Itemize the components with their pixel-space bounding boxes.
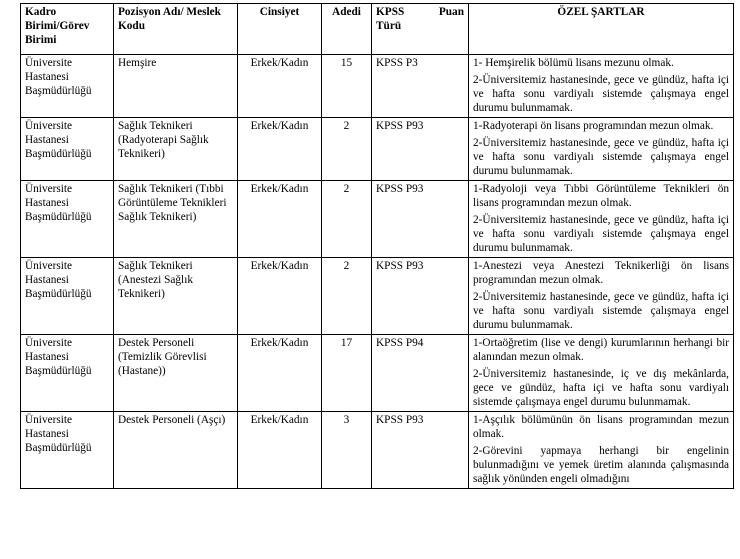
cell-pozisyon: Sağlık Teknikeri (Anestezi Sağlık Teknikeri) [114, 258, 238, 335]
cell-cinsiyet: Erkek/Kadın [238, 181, 322, 258]
cell-pozisyon: Destek Personeli (Temizlik Görevlisi (Hastane)) [114, 335, 238, 412]
cell-pozisyon: Sağlık Teknikeri (Tıbbi Görüntüleme Teknikleri Sağlık Teknikeri) [114, 181, 238, 258]
cell-ozel-sartlar [469, 412, 734, 489]
table-row [21, 258, 734, 335]
header-pozisyon: Pozisyon Adı/ Meslek Kodu [114, 4, 238, 55]
cell-kpss: KPSS P93 [372, 181, 469, 258]
cell-cinsiyet: Erkek/Kadın [238, 412, 322, 489]
sart-item: 1-Anestezi veya Anestezi Teknikerliği ön lisans programından mezun olmak. [473, 260, 729, 286]
table-header-row [21, 4, 734, 55]
table-row [21, 118, 734, 181]
cell-adedi: 17 [322, 335, 372, 412]
cell-cinsiyet: Erkek/Kadın [238, 118, 322, 181]
sart-item: 2-Üniversitemiz hastanesinde, iç ve dış mekânlarda, gece ve gündüz, hafta içi ve hafta sonu vardiyalı sistemde çalışmaya engel durumu bulunmamak. [473, 368, 729, 408]
header-adedi: Adedi [322, 4, 372, 55]
cell-ozel-sartlar [469, 55, 734, 118]
cell-kadro: Üniversite Hastanesi Başmüdürlüğü [21, 335, 114, 412]
cell-cinsiyet: Erkek/Kadın [238, 55, 322, 118]
sart-item: 2-Üniversitemiz hastanesinde, gece ve gündüz, hafta içi ve hafta sonu vardiyalı sistemde çalışmaya engel durumu bulunmamak. [473, 214, 729, 254]
table-row [21, 412, 734, 489]
sart-item: 2-Üniversitemiz hastanesinde, gece ve gündüz, hafta içi ve hafta sonu vardiyalı sistemde çalışmaya engel durumu bulunmamak. [473, 74, 729, 114]
sart-item: 1-Ortaöğretim (lise ve dengi) kurumlarının herhangi bir alanından mezun olmak. [473, 337, 729, 363]
cell-ozel-sartlar [469, 335, 734, 412]
sart-item: 1- Hemşirelik bölümü lisans mezunu olmak. [473, 57, 674, 69]
sart-item: 2-Görevini yapmaya herhangi bir engelinin bulunmadığını ve yemek üretim alanında çalışmasında sağlık yönünden engeli olmadığını [473, 445, 729, 485]
cell-ozel-sartlar [469, 258, 734, 335]
cell-pozisyon: Sağlık Teknikeri (Radyoterapi Sağlık Teknikeri) [114, 118, 238, 181]
table-row [21, 181, 734, 258]
cell-kpss: KPSS P93 [372, 118, 469, 181]
header-ozel-sartlar: ÖZEL ŞARTLAR [469, 4, 734, 55]
cell-kpss: KPSS P93 [372, 412, 469, 489]
cell-kadro: Üniversite Hastanesi Başmüdürlüğü [21, 118, 114, 181]
cell-cinsiyet: Erkek/Kadın [238, 258, 322, 335]
cell-adedi: 2 [322, 118, 372, 181]
cell-pozisyon: Hemşire [114, 55, 238, 118]
cell-adedi: 2 [322, 181, 372, 258]
table-row [21, 335, 734, 412]
cell-adedi: 15 [322, 55, 372, 118]
header-cinsiyet: Cinsiyet [238, 4, 322, 55]
cell-adedi: 2 [322, 258, 372, 335]
cell-kpss: KPSS P93 [372, 258, 469, 335]
table-row [21, 55, 734, 118]
cell-kadro: Üniversite Hastanesi Başmüdürlüğü [21, 258, 114, 335]
sart-item: 2-Üniversitemiz hastanesinde, gece ve gündüz, hafta içi ve hafta sonu vardiyalı sistemde çalışmaya engel durumu bulunmamak. [473, 291, 729, 331]
sart-item: 1-Radyoterapi ön lisans programından mezun olmak. [473, 120, 714, 132]
header-kadro: Kadro Birimi/Görev Birimi [21, 4, 114, 55]
sart-item: 1-Aşçılık bölümünün ön lisans programından mezun olmak. [473, 414, 729, 440]
cell-pozisyon: Destek Personeli (Aşçı) [114, 412, 238, 489]
sart-item: 2-Üniversitemiz hastanesinde, gece ve gündüz, hafta içi ve hafta sonu vardiyalı sistemde çalışmaya engel durumu bulunmamak. [473, 137, 729, 177]
cell-ozel-sartlar [469, 118, 734, 181]
header-puan-label: Puan [438, 6, 464, 18]
cell-adedi: 3 [322, 412, 372, 489]
cell-kadro: Üniversite Hastanesi Başmüdürlüğü [21, 181, 114, 258]
cell-cinsiyet: Erkek/Kadın [238, 335, 322, 412]
header-kpss-label: KPSS [376, 6, 405, 18]
cell-kadro: Üniversite Hastanesi Başmüdürlüğü [21, 55, 114, 118]
sart-item: 1-Radyoloji veya Tıbbi Görüntüleme Teknikleri ön lisans programından mezun olmak. [473, 183, 729, 209]
cell-ozel-sartlar [469, 181, 734, 258]
positions-table [20, 3, 734, 489]
header-kpss-top [376, 5, 464, 19]
cell-kpss: KPSS P3 [372, 55, 469, 118]
header-turu-label: Türü [376, 20, 402, 32]
cell-kpss: KPSS P94 [372, 335, 469, 412]
positions-table-wrapper [20, 3, 733, 489]
cell-kadro: Üniversite Hastanesi Başmüdürlüğü [21, 412, 114, 489]
header-kpss [372, 4, 469, 55]
